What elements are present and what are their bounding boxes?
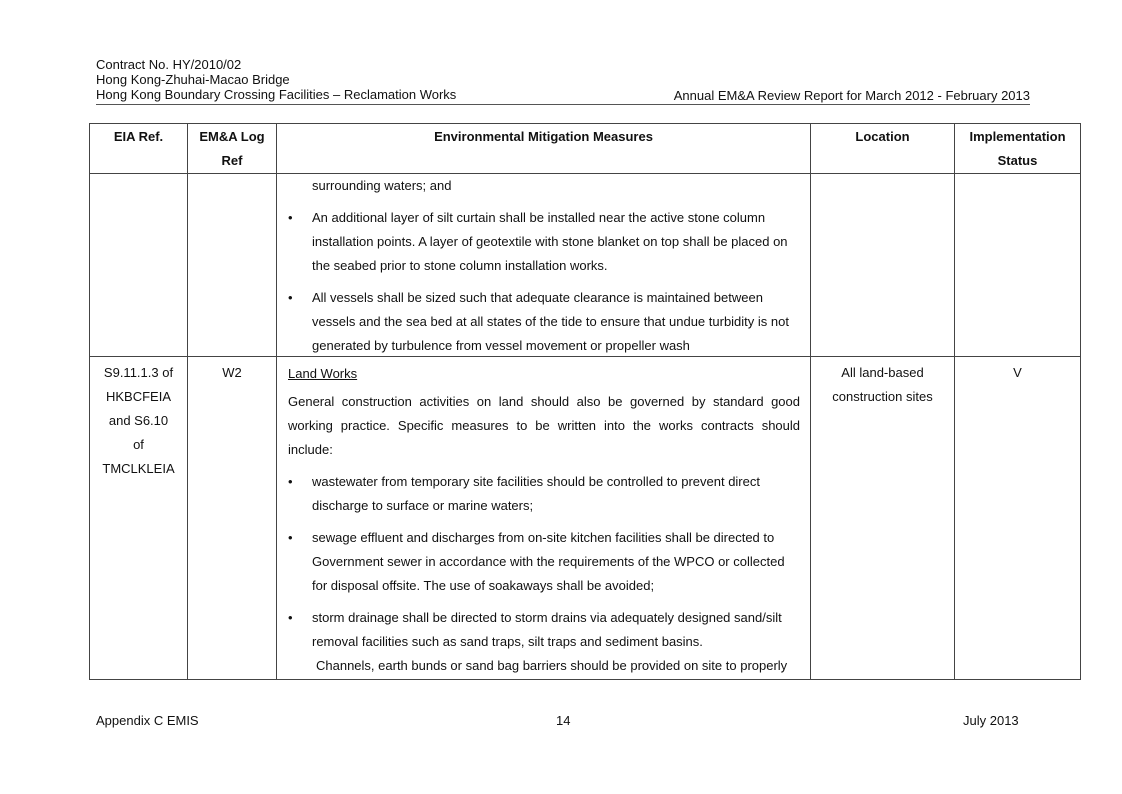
contract-number: Contract No. HY/2010/02 xyxy=(96,57,242,72)
cell-log-ref: W2 xyxy=(188,357,277,680)
cell-status xyxy=(955,174,1081,357)
col-ema-log-ref: EM&A Log Ref xyxy=(188,124,277,174)
page-number: 14 xyxy=(556,713,571,728)
cell-log-ref xyxy=(188,174,277,357)
project-name: Hong Kong-Zhuhai-Macao Bridge xyxy=(96,72,290,87)
cell-location: All land-based construction sites xyxy=(811,357,955,680)
table-header-row xyxy=(90,124,1081,174)
cell-eia-ref xyxy=(90,174,188,357)
bullet-list xyxy=(288,470,800,654)
works-name: Hong Kong Boundary Crossing Facilities – Reclamation Works xyxy=(96,87,457,102)
cell-eia-ref: S9.11.1.3 of HKBCFEIA and S6.10 of TMCLKLEIA xyxy=(90,357,188,680)
col-implementation-status: Implementation Status xyxy=(955,124,1081,174)
list-item: • storm drainage shall be directed to storm drains via adequately designed sand/silt removal facilities such as sand traps, silt traps and sediment basins. xyxy=(288,606,800,654)
list-item: • sewage effluent and discharges from on-site kitchen facilities shall be directed to Government sewer in accordance with the requirements of the WPCO or collected for disposal offsite. The use of soakaways shall be avoided; xyxy=(288,526,800,598)
section-title: Land Works xyxy=(288,366,358,381)
table-row xyxy=(90,174,1081,357)
report-title: Annual EM&A Review Report for March 2012 - February 2013 xyxy=(673,88,1030,103)
continued-text: surrounding waters; and xyxy=(312,178,452,193)
col-eia-ref: EIA Ref. xyxy=(90,124,188,174)
header-divider xyxy=(96,104,1030,105)
cell-measures xyxy=(277,357,811,680)
col-location: Location xyxy=(811,124,955,174)
list-item: • wastewater from temporary site facilities should be controlled to prevent direct discharge to surface or marine waters; xyxy=(288,470,800,518)
table-row xyxy=(90,357,1081,680)
col-mitigation-measures: Environmental Mitigation Measures xyxy=(277,124,811,174)
continued-text: Channels, earth bunds or sand bag barriers should be provided on site to properly xyxy=(316,658,788,673)
intro-text: General construction activities on land should also be governed by standard good working practice. Specific measures to be written into the works contracts should include: xyxy=(288,394,800,457)
cell-location xyxy=(811,174,955,357)
list-item: • All vessels shall be sized such that adequate clearance is maintained between vessels and the sea bed at all states of the tide to ensure that undue turbidity is not generated by turbulence from vessel movement or propeller wash xyxy=(288,286,800,358)
footer-date: July 2013 xyxy=(963,713,1019,728)
footer-appendix: Appendix C EMIS xyxy=(96,713,199,728)
bullet-list xyxy=(288,206,800,358)
list-item: • An additional layer of silt curtain shall be installed near the active stone column installation points. A layer of geotextile with stone blanket on top shall be placed on the seabed prior to stone column installation works. xyxy=(288,206,800,278)
emis-table xyxy=(89,123,1081,680)
cell-measures xyxy=(277,174,811,357)
document-header xyxy=(96,57,456,102)
cell-status: V xyxy=(955,357,1081,680)
